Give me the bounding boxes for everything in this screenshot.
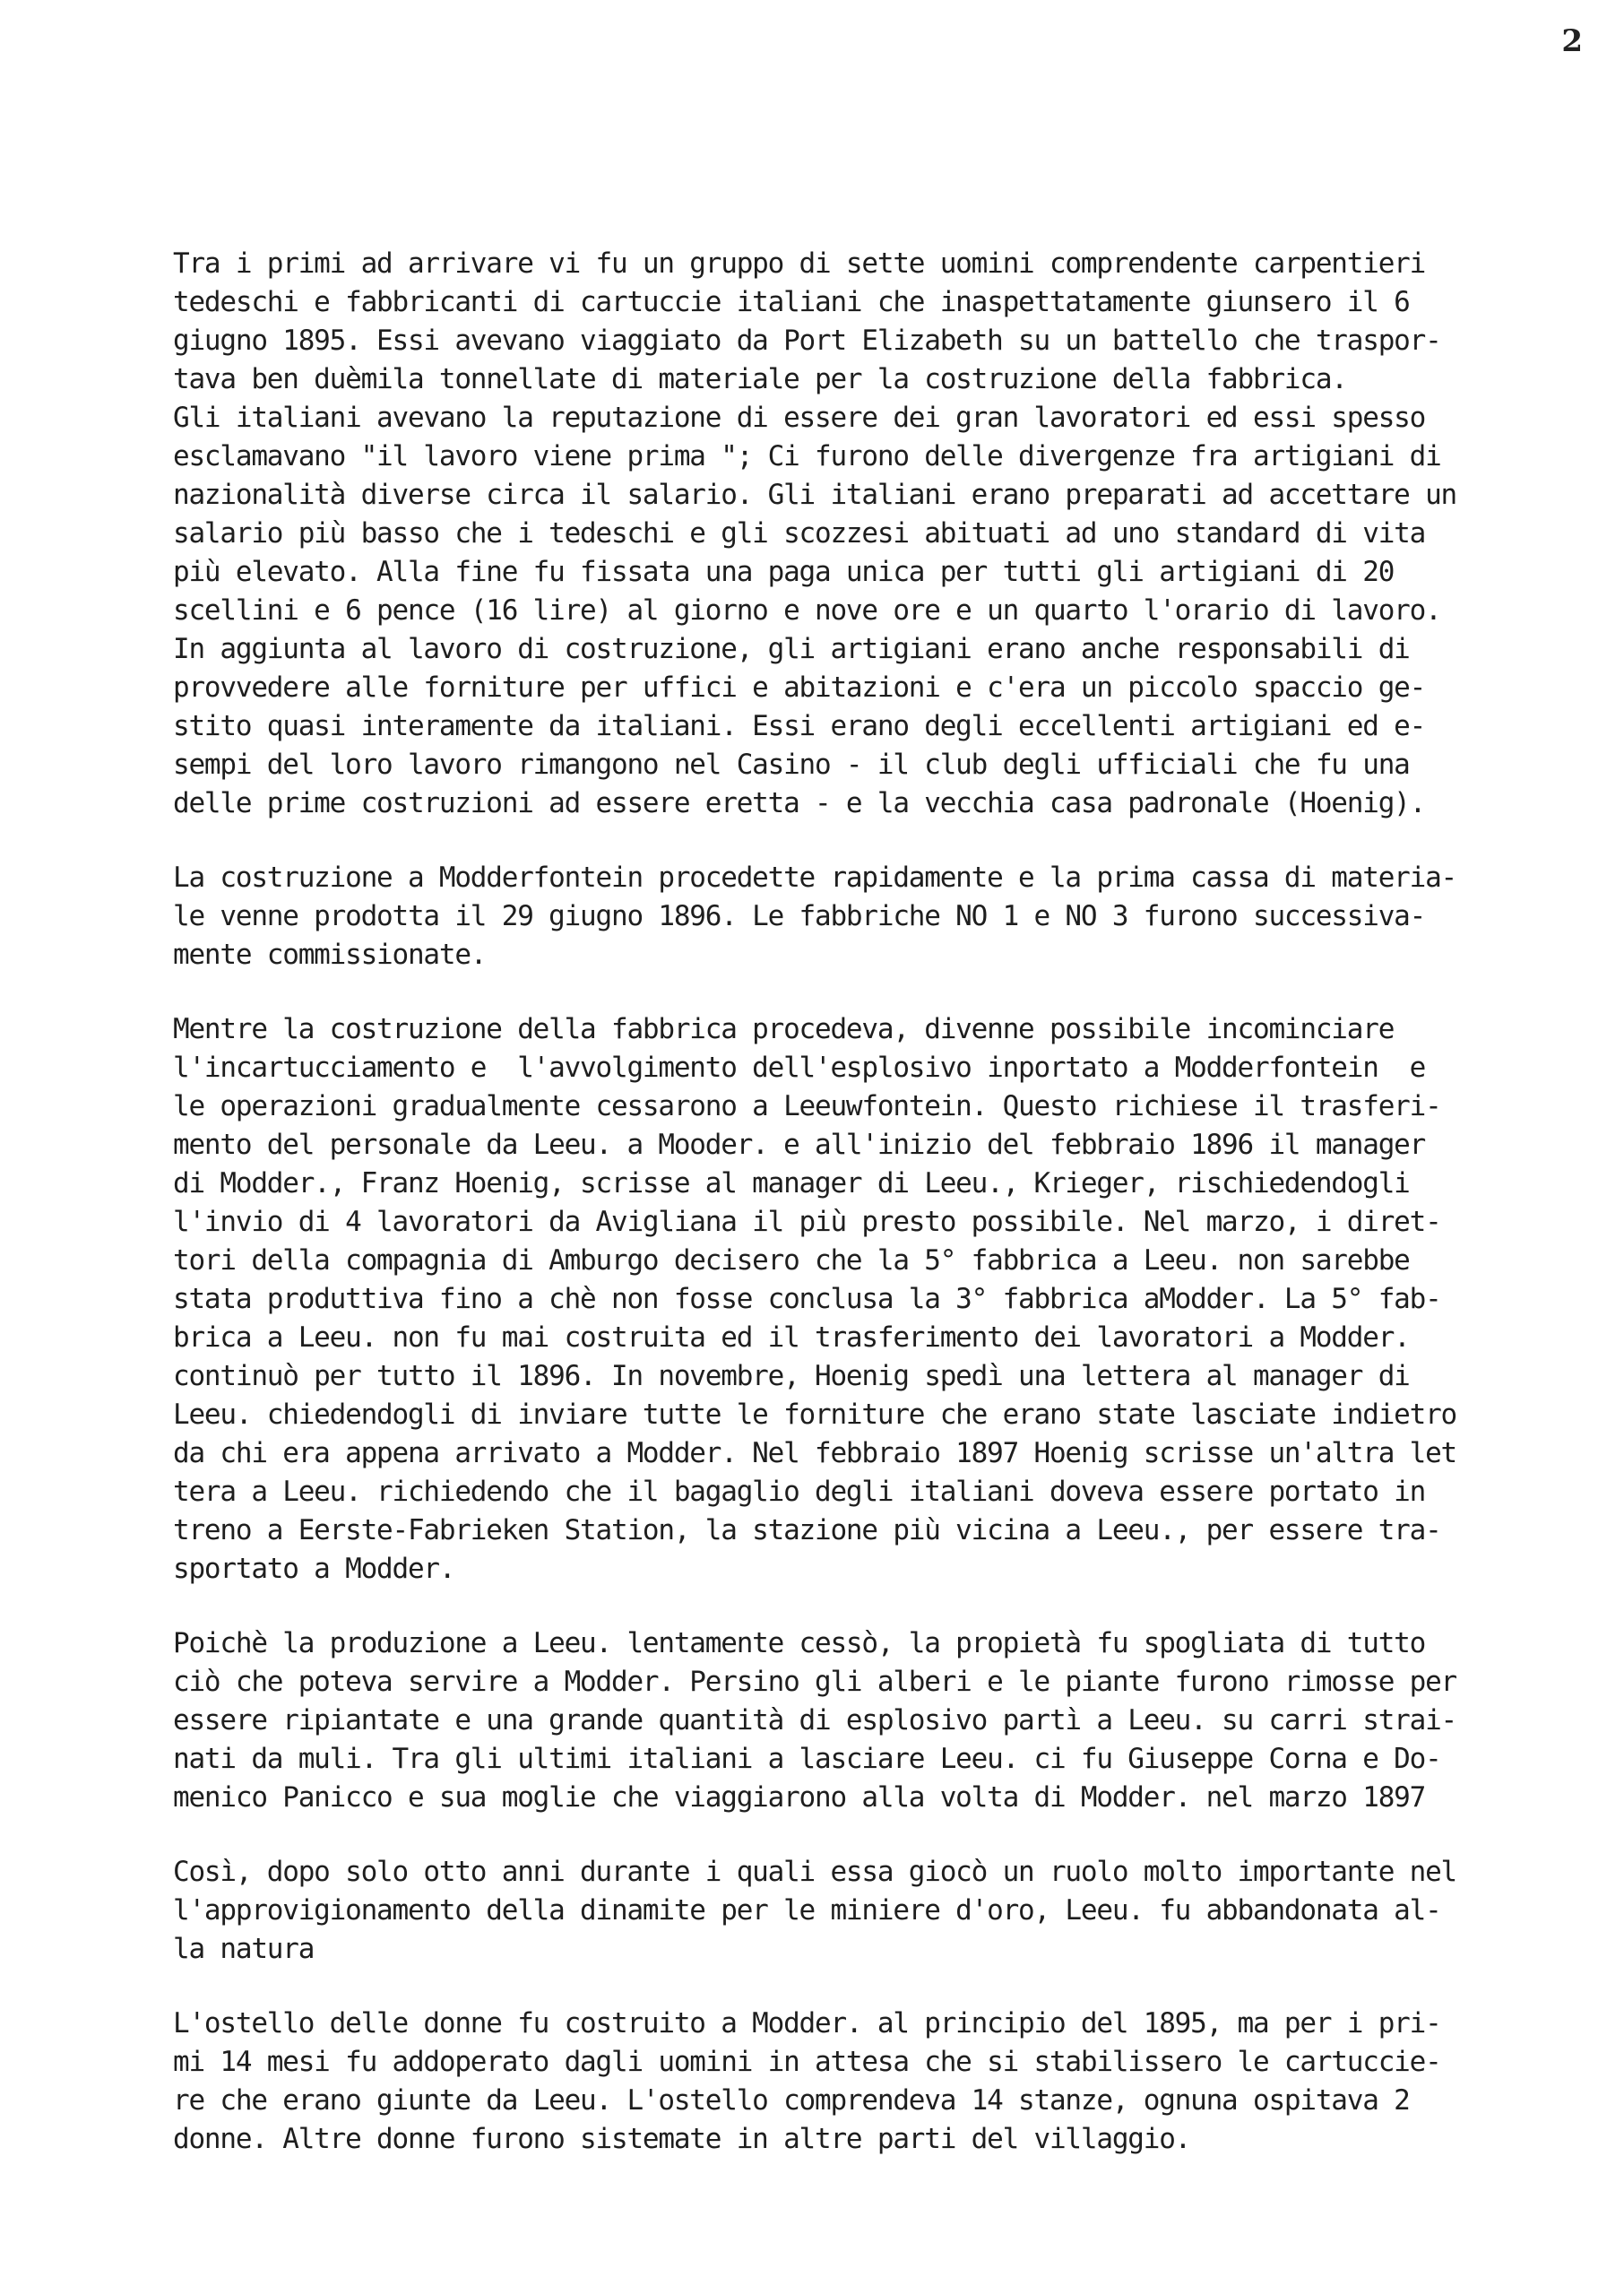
text-line: tedeschi e fabbricanti di cartuccie italiani che inaspettatamente giunsero il 6 bbox=[173, 286, 1410, 318]
text-line: menico Panicco e sua moglie che viaggiarono alla volta di Modder. nel marzo 1897 bbox=[173, 1781, 1426, 1814]
text-line: l'approvigionamento della dinamite per le miniere d'oro, Leeu. fu abbandonata al- bbox=[173, 1894, 1441, 1927]
text-line: da chi era appena arrivato a Modder. Nel febbraio 1897 Hoenig scrisse un'altra let bbox=[173, 1437, 1457, 1469]
text-line: tori della compagnia di Amburgo decisero che la 5° fabbrica a Leeu. non sarebbe bbox=[173, 1244, 1410, 1277]
paragraph-leeu-decline bbox=[173, 1624, 1571, 1817]
text-line: Mentre la costruzione della fabbrica procedeva, divenne possibile incominciare bbox=[173, 1013, 1395, 1045]
paragraph-arrival bbox=[173, 245, 1571, 823]
text-line: sportato a Modder. bbox=[173, 1553, 455, 1585]
text-line: mento del personale da Leeu. a Mooder. e all'inizio del febbraio 1896 il manager bbox=[173, 1129, 1426, 1161]
text-line: mente commissionate. bbox=[173, 939, 487, 971]
text-line: Poichè la produzione a Leeu. lentamente cessò, la propietà fu spogliata di tutto bbox=[173, 1627, 1426, 1659]
text-line: In aggiunta al lavoro di costruzione, gli artigiani erano anche responsabili di bbox=[173, 633, 1410, 665]
text-line: nati da muli. Tra gli ultimi italiani a lasciare Leeu. ci fu Giuseppe Corna e Do- bbox=[173, 1743, 1441, 1775]
paragraph-gap bbox=[173, 974, 1571, 1010]
text-line: le operazioni gradualmente cessarono a Leeuwfontein. Questo richiese il trasferi- bbox=[173, 1090, 1441, 1122]
paragraph-abandonment bbox=[173, 1853, 1571, 1969]
text-line: di Modder., Franz Hoenig, scrisse al manager di Leeu., Krieger, rischiedendogli bbox=[173, 1167, 1410, 1199]
text-line: Gli italiani avevano la reputazione di essere dei gran lavoratori ed essi spesso bbox=[173, 402, 1426, 434]
text-line: treno a Eerste-Fabrieken Station, la stazione più vicina a Leeu., per essere tra- bbox=[173, 1514, 1441, 1546]
text-line: La costruzione a Modderfontein procedette rapidamente e la prima cassa di materia- bbox=[173, 862, 1457, 894]
text-line: delle prime costruzioni ad essere eretta - e la vecchia casa padronale (Hoenig). bbox=[173, 787, 1426, 819]
text-line: la natura bbox=[173, 1933, 315, 1965]
paragraph-gap bbox=[173, 823, 1571, 859]
page-number: 2 bbox=[1561, 23, 1583, 59]
text-line: nazionalità diverse circa il salario. Gli italiani erano preparati ad accettare un bbox=[173, 479, 1457, 511]
text-line: brica a Leeu. non fu mai costruita ed il trasferimento dei lavoratori a Modder. bbox=[173, 1321, 1410, 1354]
text-line: l'invio di 4 lavoratori da Avigliana il più presto possibile. Nel marzo, i diret- bbox=[173, 1206, 1441, 1238]
paragraph-gap bbox=[173, 1817, 1571, 1853]
paragraph-hostel bbox=[173, 2005, 1571, 2159]
text-line: salario più basso che i tedeschi e gli scozzesi abituati ad uno standard di vita bbox=[173, 517, 1426, 550]
paragraph-transfer bbox=[173, 1010, 1571, 1589]
text-line: tera a Leeu. richiedendo che il bagaglio degli italiani doveva essere portato in bbox=[173, 1476, 1426, 1508]
text-line: stata produttiva fino a chè non fosse conclusa la 3° fabbrica aModder. La 5° fab- bbox=[173, 1283, 1441, 1315]
text-line: Tra i primi ad arrivare vi fu un gruppo di sette uomini comprendente carpentieri bbox=[173, 247, 1426, 280]
text-line: scellini e 6 pence (16 lire) al giorno e nove ore e un quarto l'orario di lavoro. bbox=[173, 594, 1441, 627]
text-line: Così, dopo solo otto anni durante i quali essa giocò un ruolo molto importante nel bbox=[173, 1856, 1457, 1888]
paragraph-gap bbox=[173, 1969, 1571, 2005]
text-line: Leeu. chiedendogli di inviare tutte le forniture che erano state lasciate indietro bbox=[173, 1399, 1457, 1431]
text-line: provvedere alle forniture per uffici e abitazioni e c'era un piccolo spaccio ge- bbox=[173, 671, 1426, 704]
text-line: esclamavano "il lavoro viene prima "; Ci furono delle divergenze fra artigiani di bbox=[173, 440, 1441, 472]
text-line: l'incartucciamento e l'avvolgimento dell'esplosivo inportato a Modderfontein e bbox=[173, 1052, 1426, 1084]
document-body bbox=[173, 245, 1571, 2159]
text-line: L'ostello delle donne fu costruito a Modder. al principio del 1895, ma per i pri- bbox=[173, 2007, 1441, 2040]
text-line: tava ben duèmila tonnellate di materiale per la costruzione della fabbrica. bbox=[173, 363, 1347, 395]
text-line: più elevato. Alla fine fu fissata una paga unica per tutti gli artigiani di 20 bbox=[173, 556, 1395, 588]
paragraph-gap bbox=[173, 1589, 1571, 1624]
text-line: mi 14 mesi fu addoperato dagli uomini in attesa che si stabilissero le cartuccie- bbox=[173, 2046, 1441, 2078]
text-line: continuò per tutto il 1896. In novembre, Hoenig spedì una lettera al manager di bbox=[173, 1360, 1410, 1392]
text-line: ciò che poteva servire a Modder. Persino gli alberi e le piante furono rimosse per bbox=[173, 1666, 1457, 1698]
text-line: donne. Altre donne furono sistemate in altre parti del villaggio. bbox=[173, 2123, 1191, 2155]
text-line: re che erano giunte da Leeu. L'ostello comprendeva 14 stanze, ognuna ospitava 2 bbox=[173, 2084, 1410, 2117]
paragraph-construction bbox=[173, 859, 1571, 974]
text-line: stito quasi interamente da italiani. Essi erano degli eccellenti artigiani ed e- bbox=[173, 710, 1426, 742]
text-line: le venne prodotta il 29 giugno 1896. Le fabbriche NO 1 e NO 3 furono successiva- bbox=[173, 900, 1426, 932]
text-line: essere ripiantate e una grande quantità di esplosivo partì a Leeu. su carri strai- bbox=[173, 1704, 1457, 1736]
text-line: giugno 1895. Essi avevano viaggiato da Port Elizabeth su un battello che traspor- bbox=[173, 325, 1441, 357]
text-line: sempi del loro lavoro rimangono nel Casino - il club degli ufficiali che fu una bbox=[173, 749, 1410, 781]
